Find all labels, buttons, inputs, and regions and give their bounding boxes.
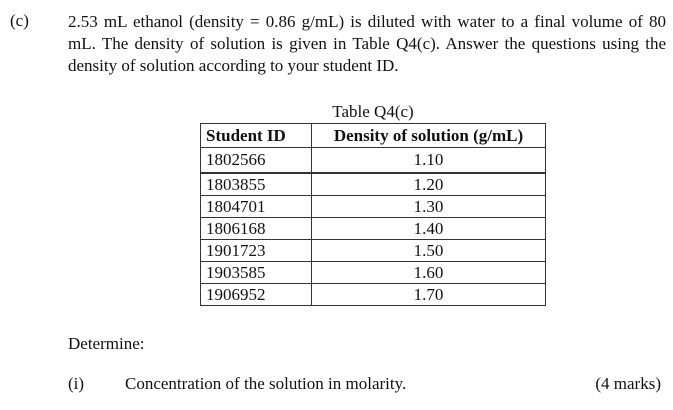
student-id-cell: 1803855: [201, 173, 312, 196]
table-row: [201, 240, 546, 262]
student-id-cell: 1901723: [201, 240, 312, 262]
table-caption: Table Q4(c): [332, 102, 414, 121]
table-row: [201, 262, 546, 284]
marks-label: (4 marks): [595, 374, 661, 393]
table-row: [201, 196, 546, 218]
density-cell: 1.70: [312, 284, 546, 306]
determine-label: Determine:: [68, 334, 145, 353]
density-cell: 1.40: [312, 218, 546, 240]
table-row: [201, 284, 546, 306]
subquestion-label: (i): [68, 374, 85, 393]
student-id-cell: 1802566: [201, 148, 312, 174]
question-text: 2.53 mL ethanol (density = 0.86 g/mL) is diluted with water to a final volume of 80 mL. The density of solution is given in Table Q4(c). Answer the questions using the density of solution according to your student ID.: [68, 12, 666, 75]
header-student-id: Student ID: [201, 124, 312, 148]
table-row: [201, 218, 546, 240]
student-id-cell: 1906952: [201, 284, 312, 306]
table-header-row: [201, 124, 546, 148]
subquestion-text: Concentration of the solution in molarity.: [125, 374, 407, 393]
header-density: Density of solution (g/mL): [312, 124, 546, 148]
density-table: [200, 123, 546, 306]
density-cell: 1.50: [312, 240, 546, 262]
density-cell: 1.10: [312, 148, 546, 174]
student-id-cell: 1903585: [201, 262, 312, 284]
density-cell: 1.20: [312, 173, 546, 196]
table-row: [201, 173, 546, 196]
density-cell: 1.60: [312, 262, 546, 284]
density-cell: 1.30: [312, 196, 546, 218]
table-row: [201, 148, 546, 174]
student-id-cell: 1806168: [201, 218, 312, 240]
question-label: (c): [10, 11, 29, 30]
student-id-cell: 1804701: [201, 196, 312, 218]
